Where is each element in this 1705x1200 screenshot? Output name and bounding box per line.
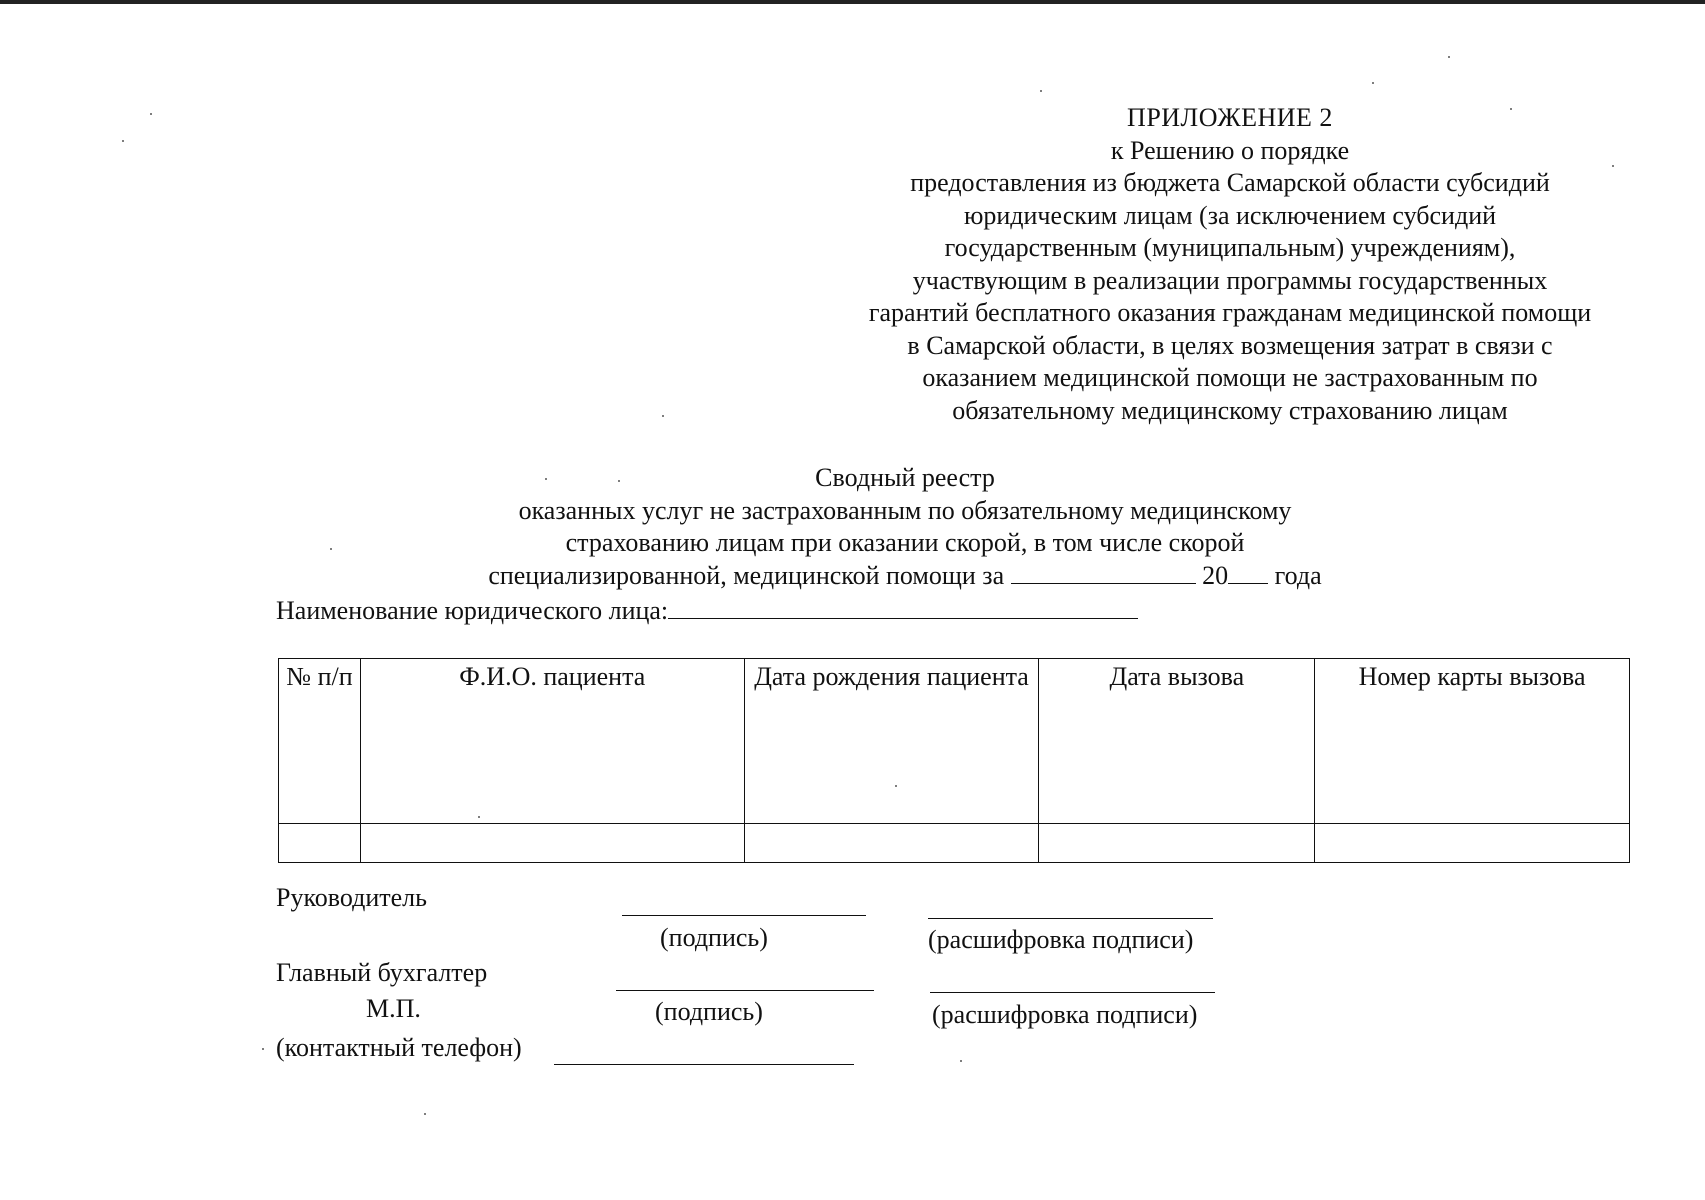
table-cell[interactable] <box>360 824 744 863</box>
table-cell[interactable] <box>744 824 1039 863</box>
registry-period-prefix: специализированной, медицинской помощи за <box>488 560 1005 590</box>
period-blank[interactable] <box>1011 561 1196 584</box>
scan-speck <box>662 415 664 417</box>
scan-top-edge <box>0 0 1705 4</box>
head-decoding-caption: (расшифровка подписи) <box>928 925 1194 954</box>
appendix-line: участвующим в реализации программы государственных <box>912 265 1548 295</box>
registry-title: Сводный реестр <box>815 463 995 492</box>
appendix-line: обязательному медицинскому страхованию лицам <box>952 395 1508 425</box>
legal-entity-label: Наименование юридического лица: <box>276 596 669 625</box>
scan-speck <box>122 140 124 142</box>
registry-period-line <box>400 560 1410 593</box>
appendix-line: юридическим лицам (за исключением субсидий <box>963 200 1497 230</box>
appendix-header <box>760 102 1700 427</box>
scan-speck <box>1448 56 1450 58</box>
accountant-decoding-line[interactable] <box>930 992 1215 993</box>
contact-phone-line[interactable] <box>554 1064 854 1065</box>
appendix-line: государственным (муниципальным) учреждениям), <box>944 233 1516 262</box>
chief-accountant-label: Главный бухгалтер <box>276 958 488 987</box>
table-cell[interactable] <box>279 824 361 863</box>
head-signature-caption: (подпись) <box>660 923 768 952</box>
appendix-line: гарантий бесплатного оказания гражданам медицинской помощи <box>868 298 1592 327</box>
head-label: Руководитель <box>276 883 427 912</box>
col-header-birth-date: Дата рождения пациента <box>744 659 1039 824</box>
table-row <box>279 824 1630 863</box>
appendix-line: в Самарской области, в целях возмещения затрат в связи с <box>907 330 1553 360</box>
registry-line: оказанных услуг не застрахованным по обязательному медицинскому <box>518 495 1292 525</box>
registry-line: страхованию лицам при оказании скорой, в том числе скорой <box>565 528 1245 557</box>
legal-entity-blank[interactable] <box>668 596 1138 619</box>
col-header-call-date: Дата вызова <box>1039 659 1315 824</box>
contact-phone-label: (контактный телефон) <box>276 1033 522 1062</box>
appendix-title: ПРИЛОЖЕНИЕ 2 <box>1127 103 1333 132</box>
table-cell[interactable] <box>1315 824 1630 863</box>
scan-speck <box>424 1113 426 1115</box>
accountant-signature-caption: (подпись) <box>655 997 763 1026</box>
scan-speck <box>545 478 547 480</box>
registry-year-suffix: года <box>1274 560 1322 590</box>
appendix-line: предоставления из бюджета Самарской области субсидий <box>910 168 1550 197</box>
scan-speck <box>618 480 620 482</box>
col-header-number: № п/п <box>279 659 361 824</box>
registry-year-prefix: 20 <box>1202 560 1229 590</box>
scan-speck <box>150 113 152 115</box>
scan-speck <box>330 548 332 550</box>
table-cell[interactable] <box>1039 824 1315 863</box>
scan-speck <box>262 1048 264 1050</box>
accountant-decoding-caption: (расшифровка подписи) <box>932 1000 1198 1029</box>
scan-speck <box>1612 165 1614 167</box>
scan-speck <box>1372 82 1374 84</box>
appendix-line: к Решению о порядке <box>1110 135 1350 165</box>
seal-label: М.П. <box>366 994 421 1023</box>
table-header-row <box>279 659 1630 824</box>
head-decoding-line[interactable] <box>928 918 1213 919</box>
legal-entity-row <box>276 596 1138 626</box>
head-signature-line[interactable] <box>622 915 866 916</box>
registry-table <box>278 658 1630 863</box>
scan-speck <box>1040 90 1042 92</box>
accountant-signature-line[interactable] <box>616 990 874 991</box>
scan-speck <box>960 1060 962 1062</box>
scan-speck <box>1510 108 1512 110</box>
registry-heading <box>400 462 1410 592</box>
col-header-patient-name: Ф.И.О. пациента <box>360 659 744 824</box>
col-header-call-card-number: Номер карты вызова <box>1315 659 1630 824</box>
scan-speck <box>478 816 480 818</box>
appendix-line: оказанием медицинской помощи не застрахованным по <box>922 363 1538 392</box>
scan-speck <box>895 785 897 787</box>
year-blank[interactable] <box>1228 561 1268 584</box>
